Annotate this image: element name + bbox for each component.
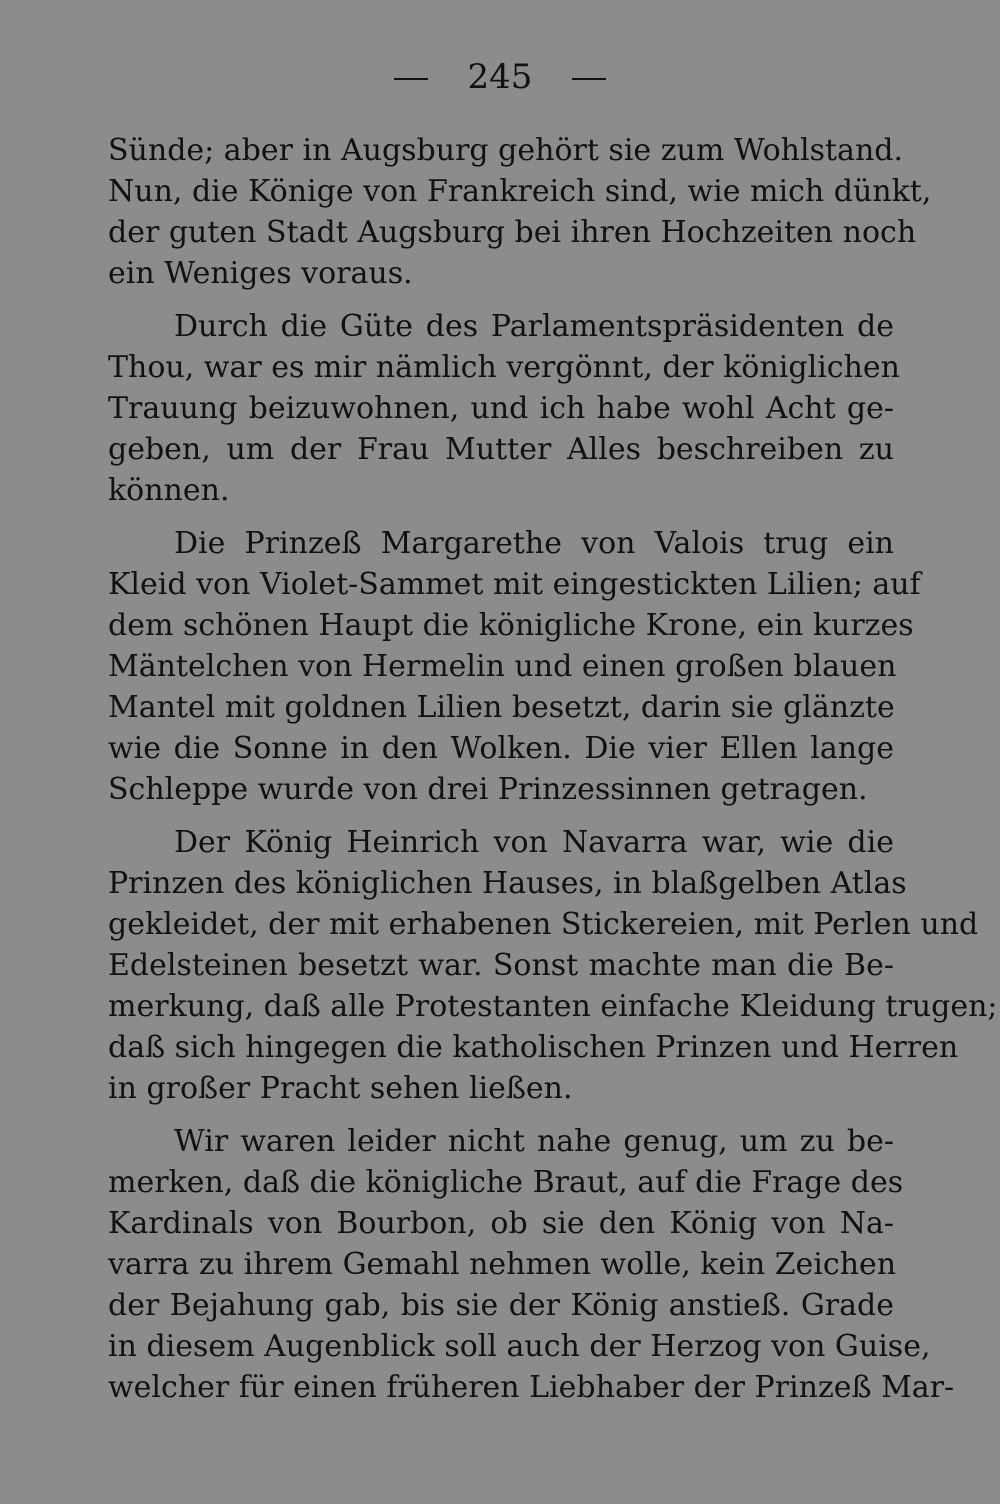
text-line: varra zu ihrem Gemahl nehmen wolle, kein Zeichen	[108, 1247, 897, 1282]
text-line: ein Weniges voraus.	[108, 256, 413, 291]
text-body	[108, 130, 998, 1408]
text-line: in diesem Augenblick soll auch der Herzog von Guise,	[108, 1329, 931, 1364]
text-line: Mäntelchen von Hermelin und einen großen blauen	[108, 649, 897, 684]
text-line: merkung, daß alle Protestanten einfache Kleidung trugen;	[108, 989, 998, 1024]
text-line: Wir waren leider nicht nahe genug, um zu be-	[174, 1124, 894, 1159]
text-line: Prinzen des königlichen Hauses, in blaßgelben Atlas	[108, 866, 907, 901]
header-dash-right	[572, 78, 606, 80]
header-dash-left	[394, 78, 428, 80]
text-line: Sünde; aber in Augsburg gehört sie zum Wohlstand.	[108, 133, 903, 168]
page-number: 245	[467, 57, 533, 97]
text-line: Der König Heinrich von Navarra war, wie die	[174, 825, 894, 860]
text-line: Trauung beizuwohnen, und ich habe wohl Acht ge-	[108, 391, 894, 426]
paragraph	[108, 130, 932, 294]
text-line: Kardinals von Bourbon, ob sie den König von Na-	[108, 1206, 894, 1241]
paragraph	[108, 1121, 955, 1408]
text-line: Durch die Güte des Parlamentspräsidenten de	[174, 309, 894, 344]
text-line: dem schönen Haupt die königliche Krone, ein kurzes	[108, 608, 914, 643]
text-line: Die Prinzeß Margarethe von Valois trug ein	[174, 526, 894, 561]
text-line: der Bejahung gab, bis sie der König anstieß. Grade	[108, 1288, 894, 1323]
text-line: der guten Stadt Augsburg bei ihren Hochzeiten noch	[108, 215, 917, 250]
text-line: in großer Pracht sehen ließen.	[108, 1071, 573, 1106]
page-header	[0, 52, 1000, 102]
text-line: welcher für einen früheren Liebhaber der Prinzeß Mar-	[108, 1370, 955, 1405]
text-line: Schleppe wurde von drei Prinzessinnen getragen.	[108, 772, 868, 807]
text-line: wie die Sonne in den Wolken. Die vier Ellen lange	[108, 731, 894, 766]
text-line: geben, um der Frau Mutter Alles beschreiben zu	[108, 432, 894, 467]
text-line: Edelsteinen besetzt war. Sonst machte man die Be-	[108, 948, 894, 983]
text-line: gekleidet, der mit erhabenen Stickereien, mit Perlen und	[108, 907, 979, 942]
paragraph	[108, 306, 900, 511]
text-line: Kleid von Violet-Sammet mit eingestickten Lilien; auf	[108, 567, 921, 602]
text-line: merken, daß die königliche Braut, auf die Frage des	[108, 1165, 904, 1200]
paragraph	[108, 523, 921, 810]
text-line: Nun, die Könige von Frankreich sind, wie mich dünkt,	[108, 174, 932, 209]
text-line: Thou, war es mir nämlich vergönnt, der königlichen	[108, 350, 900, 385]
text-line: daß sich hingegen die katholischen Prinzen und Herren	[108, 1030, 959, 1065]
text-line: können.	[108, 473, 230, 508]
paragraph	[108, 822, 998, 1109]
text-line: Mantel mit goldnen Lilien besetzt, darin sie glänzte	[108, 690, 895, 725]
